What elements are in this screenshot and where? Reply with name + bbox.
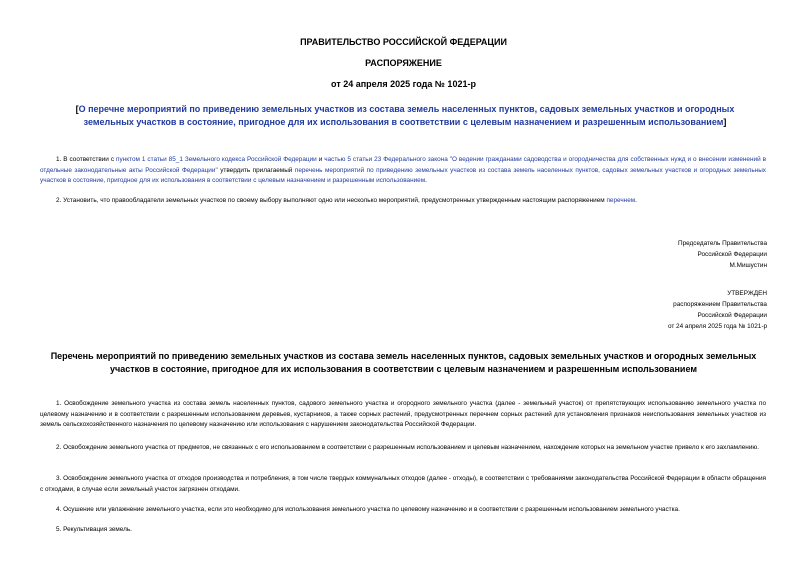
p2-end: . [635,197,637,204]
title-link[interactable]: О перечне мероприятий по приведению земельных участков из состава земель населенных пунктов, садовых земельных участков и огородных земельных участков в состояние, пригодное для их использования в соответствии с целевым назначением и разрешенным использованием [78,104,735,127]
approved-line-3: Российской Федерации [697,312,767,319]
approved-block [668,288,767,332]
approved-line-2: распоряжением Правительства [673,301,767,308]
title-close-bracket: ] [723,117,727,127]
p1-end: . [425,177,427,184]
signature-line-1: Председатель Правительства [678,240,767,247]
approved-line-4: от 24 апреля 2025 года № 1021-р [667,323,767,330]
list-title: Перечень мероприятий по приведению земельных участков из состава земель населенных пунктов, садовых земельных участков и огородных земельных участков в состояние, пригодное для их использования в соответствии с целевым назначением и разрешенным использованием [50,351,757,374]
doc-type-header: РАСПОРЯЖЕНИЕ [365,58,442,68]
p1-rest: утвердить прилагаемый [217,166,295,174]
order-paragraph-2 [40,196,766,207]
land-code-link[interactable]: пунктом 1 статьи 85_1 Земельного кодекса Российской Федерации [116,156,317,163]
p1-and: и [316,156,325,163]
signature-line-3: М.Мишустин [729,262,767,269]
p1-prefix: 1. В соответствии с [56,156,117,163]
list-item: 3. Освобождение земельного участка от отходов производства и потребления, в том числе твердых коммунальных отходов (далее - отходы), в соответствии с требованиями законодательства Российской Федерации в области обращения с отходами, в случае если земельный участок загрязнен отходами. [40,475,766,493]
title-open-bracket: [ [75,104,79,114]
federal-law-link[interactable]: частью 5 статьи 23 Федерального закона "О ведении гражданами садоводства и огородничества для собственных нужд и о внесении изменений в отдельные законодательные акты Российской Федерации" [40,156,767,174]
list-item: 5. Рекультивация земель. [56,526,132,533]
document-title [50,103,760,129]
list-item: 4. Осушение или увлажнение земельного участка, если это необходимо для использования земельного участка по целевому назначению и в соответствии с разрешенным использованием земельного участка. [56,506,680,513]
signature-block [678,238,767,271]
list-item: 2. Освобождение земельного участка от предметов, не связанных с его использованием в соответствии с разрешенным использованием и целевым назначением, нахождение которых на земельном участке привело к его захламлению. [56,444,759,451]
list-item: 1. Освобождение земельного участка из состава земель населенных пунктов, садового земельного участка и огородного земельного участка (далее - земельный участок) от препятствующих использованию земельного участка по целевому назначению и в соответствии с разрешенным использованием деревьев, кустарников, а также сорных растений, предусмотренных перечнем сорных растений для установления признаков неиспользования земельных участков из земель сельскохозяйственного назначения по целевому назначению или использования с нарушением законодательства Российской Федерации. [40,400,766,428]
p2-text: 2. Установить, что правообладатели земельных участков по своему выбору выполняют одно или несколько мероприятий, предусмотренных утвержденным настоящим распоряжением [56,197,607,204]
list-link[interactable]: перечень мероприятий по приведению земельных участков из состава земель населенных пунктов, садовых земельных участков и огородных земельных участков в состояние, пригодное для их использования в соответствии с целевым назначением и разрешенным использованием [40,166,767,184]
order-paragraph-1 [40,155,766,187]
perechen-link[interactable]: перечнем [606,197,636,204]
government-header: ПРАВИТЕЛЬСТВО РОССИЙСКОЙ ФЕДЕРАЦИИ [300,37,507,47]
signature-line-2: Российской Федерации [697,251,767,258]
approved-line-1: УТВЕРЖДЕН [727,290,767,297]
date-number: от 24 апреля 2025 года № 1021-р [331,79,476,89]
